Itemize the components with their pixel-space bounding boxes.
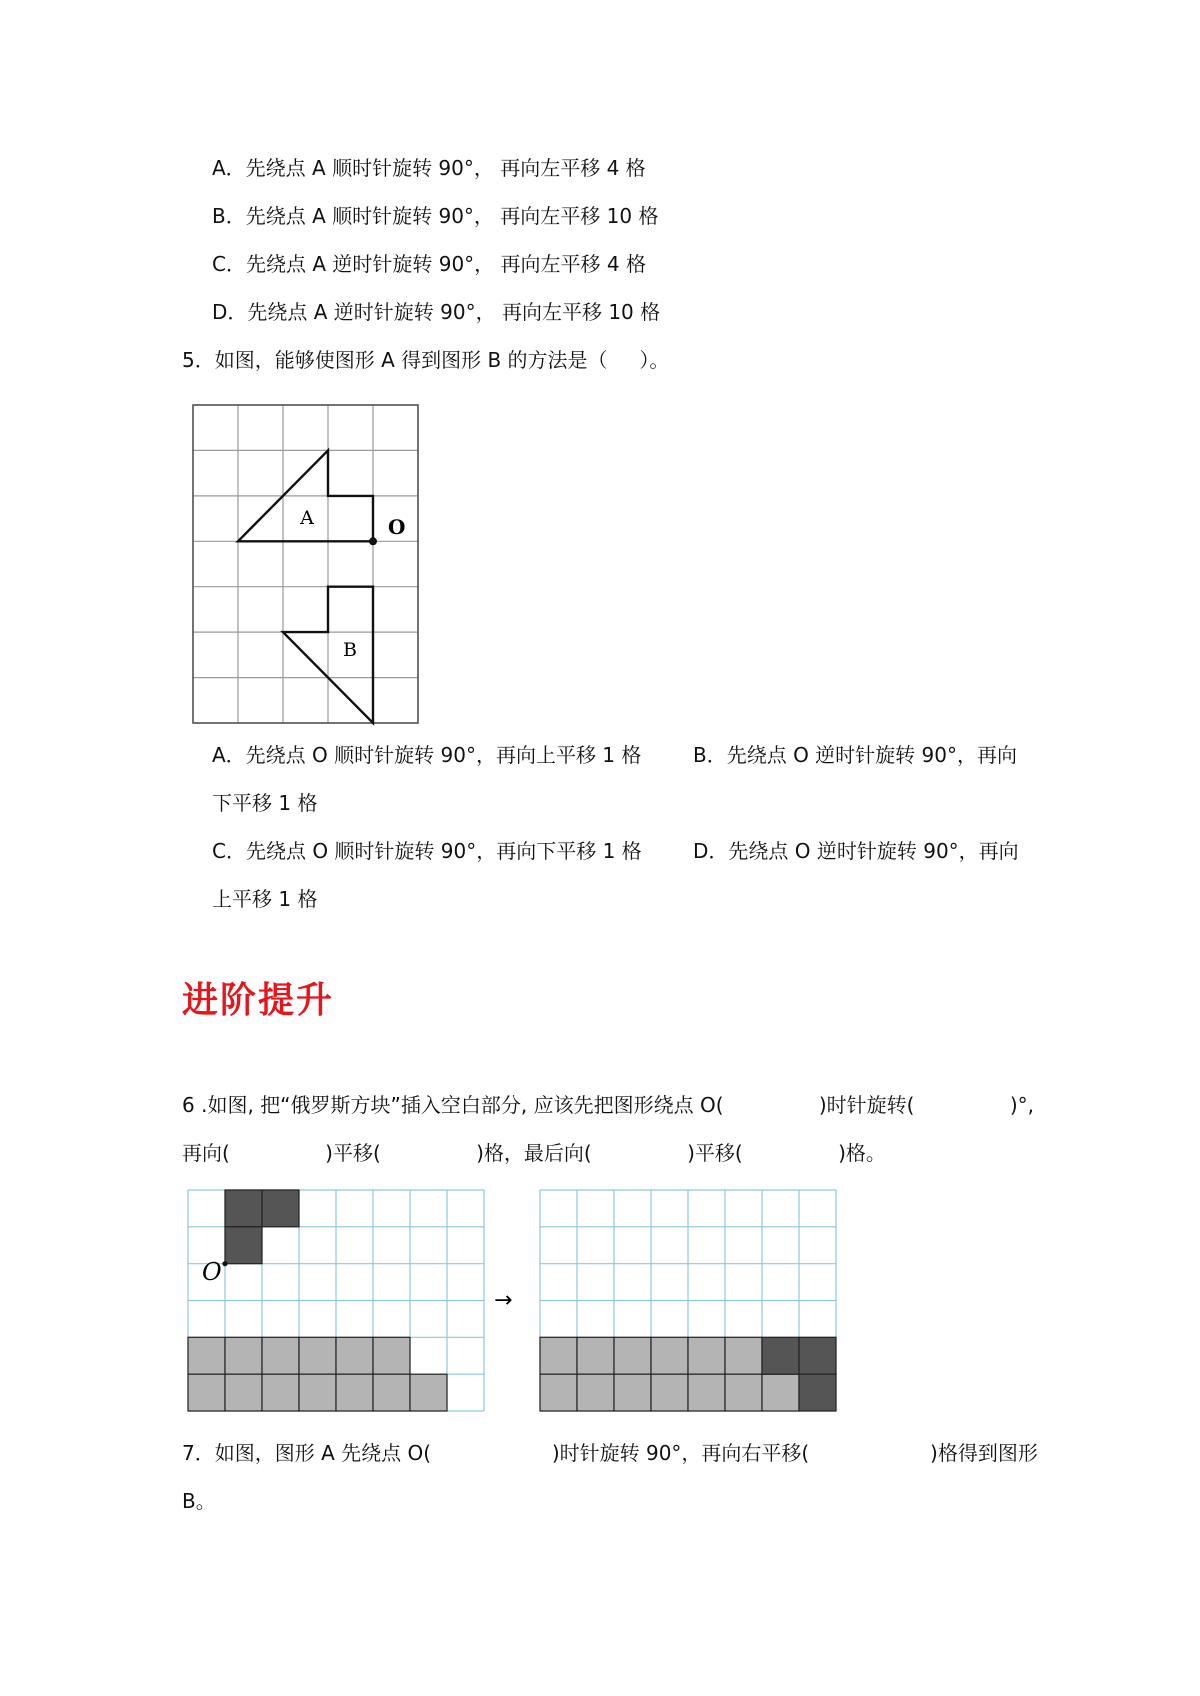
q4-option-d: D．先绕点 A 逆时针旋转 90°， 再向左平移 10 格 bbox=[212, 300, 661, 324]
q5-option-b-line1: B．先绕点 O 逆时针旋转 90°，再向 bbox=[693, 743, 1017, 767]
arrow-icon: → bbox=[494, 1288, 513, 1313]
point-o bbox=[369, 537, 377, 545]
gray-fill-blocks-left bbox=[188, 1337, 447, 1411]
q5-stem: 5．如图，能够使图形 A 得到图形 B 的方法是（ ）。 bbox=[182, 348, 670, 372]
section-title: 进阶提升 bbox=[182, 979, 335, 1021]
q7-line2: B。 bbox=[182, 1489, 216, 1513]
q6-right-grid bbox=[540, 1190, 836, 1411]
q6-figure bbox=[186, 1188, 846, 1414]
q4-option-b: B．先绕点 A 顺时针旋转 90°， 再向左平移 10 格 bbox=[212, 204, 659, 228]
q5-grid-figure bbox=[190, 402, 426, 726]
q5-option-c: C．先绕点 O 顺时针旋转 90°，再向下平移 1 格 bbox=[212, 839, 642, 863]
q6-line1: 6 .如图, 把“俄罗斯方块”插入空白部分, 应该先把图形绕点 O( )时针旋转( )°, bbox=[182, 1093, 1034, 1117]
q5-grid-lines bbox=[193, 405, 418, 723]
q5-option-d-line1: D．先绕点 O 逆时针旋转 90°，再向 bbox=[693, 839, 1019, 863]
shape-b-label: B bbox=[343, 639, 357, 661]
q6-point-o bbox=[222, 1261, 227, 1266]
q6-line2: 再向( )平移( )格，最后向( )平移( )格。 bbox=[182, 1141, 886, 1165]
q4-option-a: A．先绕点 A 顺时针旋转 90°， 再向左平移 4 格 bbox=[212, 156, 646, 180]
q5-option-d-line2: 上平移 1 格 bbox=[212, 887, 318, 911]
q4-option-c: C．先绕点 A 逆时针旋转 90°， 再向左平移 4 格 bbox=[212, 252, 646, 276]
q5-option-b-line2: 下平移 1 格 bbox=[212, 791, 318, 815]
point-o-label: O bbox=[388, 515, 406, 539]
q7-line1: 7．如图，图形 A 先绕点 O( )时针旋转 90°，再向右平移( )格得到图形 bbox=[182, 1441, 1038, 1465]
gray-fill-blocks-right bbox=[540, 1337, 799, 1411]
shape-a-label: A bbox=[300, 507, 314, 529]
tetromino-piece bbox=[225, 1190, 299, 1264]
q5-option-a: A．先绕点 O 顺时针旋转 90°，再向上平移 1 格 bbox=[212, 743, 642, 767]
q6-left-grid bbox=[188, 1190, 484, 1411]
q6-point-o-label: O bbox=[202, 1258, 222, 1286]
